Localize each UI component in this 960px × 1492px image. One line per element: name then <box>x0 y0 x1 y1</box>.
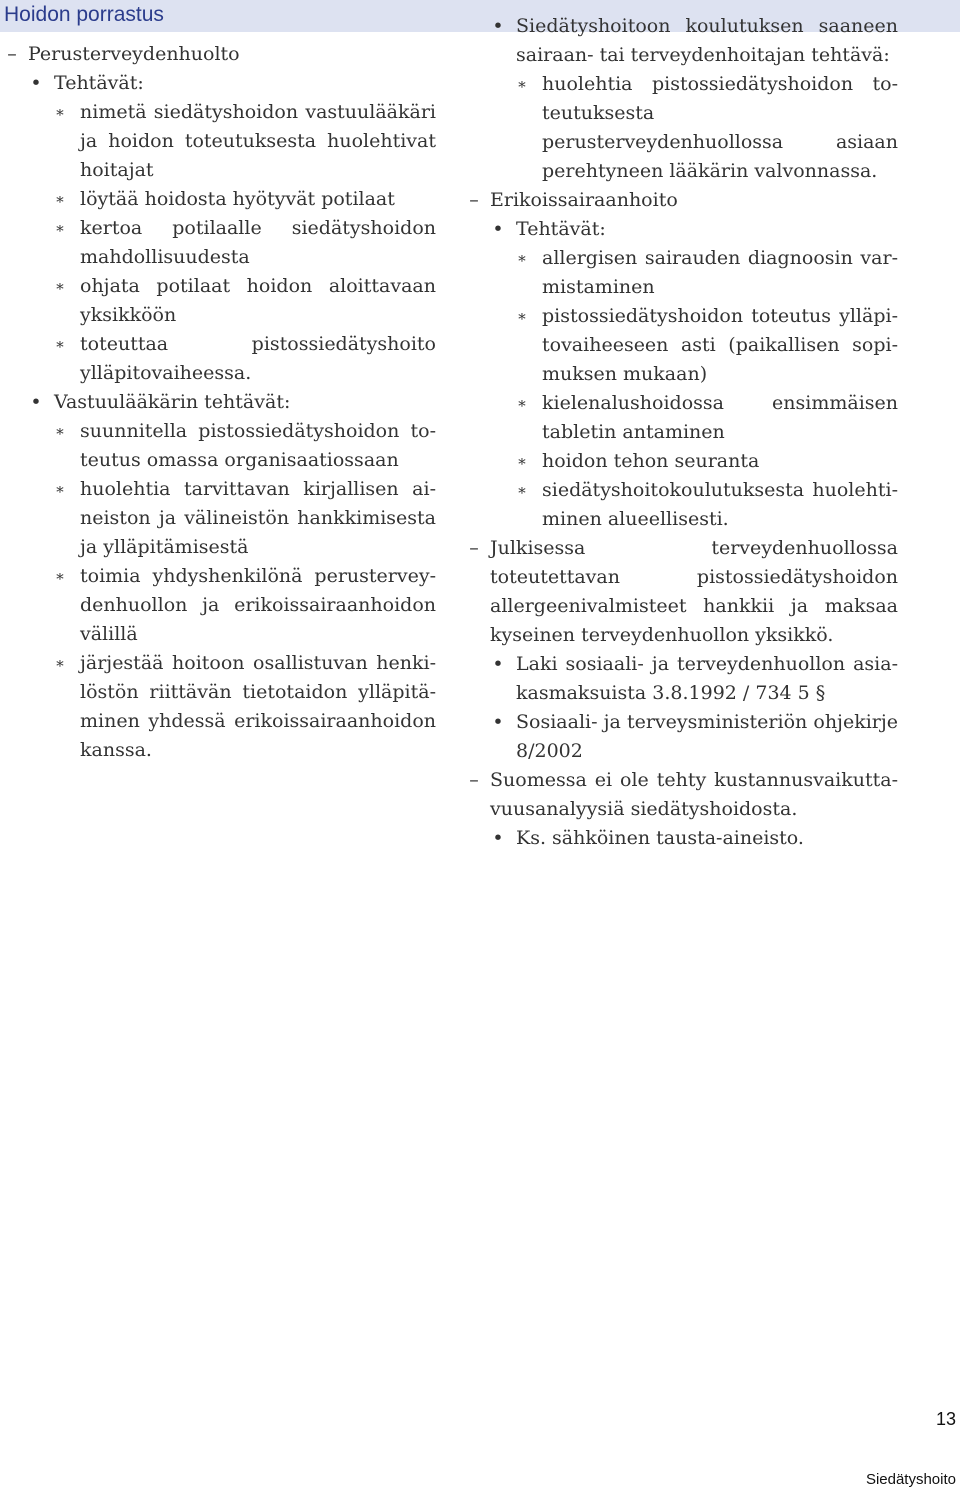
list-item-level-3 <box>0 98 436 185</box>
list-item-level-2 <box>462 650 898 708</box>
dot-bullet-icon: • <box>492 827 504 849</box>
list-item-level-2 <box>462 215 898 244</box>
list-item-level-2 <box>462 12 898 70</box>
list-item-text: Tehtävät: <box>54 72 144 94</box>
list-item-level-3 <box>0 214 436 272</box>
list-item-text: siedätyshoitokoulutuksesta huolehtiminen alueellisesti. <box>542 479 898 530</box>
list-item-level-1 <box>462 186 898 215</box>
list-item-text: huolehtia tarvittavan kirjallisen aineiston ja välineistön hankkimisesta ja ylläpitämisestä <box>80 478 436 558</box>
asterisk-bullet-icon: ∗ <box>54 654 66 672</box>
dot-bullet-icon: • <box>30 72 42 94</box>
list-item-text: Suomessa ei ole tehty kustannusvaikuttavuusanalyysiä siedätyshoidosta. <box>490 769 898 820</box>
asterisk-bullet-icon: ∗ <box>516 75 528 93</box>
list-item-text: kielenalushoidossa ensimmäisen tabletin antaminen <box>542 392 898 443</box>
list-item-level-1 <box>462 534 898 650</box>
asterisk-bullet-icon: ∗ <box>54 335 66 353</box>
list-item-level-2 <box>462 824 898 853</box>
list-item-level-1 <box>0 40 436 69</box>
list-item-text: Perusterveydenhuolto <box>28 43 240 65</box>
list-item-text: huolehtia pistossiedätyshoidon toteutuksesta perusterveydenhuollossa asiaan perehtyneen lääkärin valvonnassa. <box>542 73 898 182</box>
list-item-text: ohjata potilaat hoidon aloittavaan yksikköön <box>80 275 436 326</box>
list-item-level-3 <box>462 70 898 186</box>
dot-bullet-icon: • <box>30 391 42 413</box>
list-item-text: Vastuulääkärin tehtävät: <box>54 391 291 413</box>
asterisk-bullet-icon: ∗ <box>54 277 66 295</box>
list-item-text: toimia yhdyshenkilönä perusterveydenhuollon ja erikoissairaanhoidon välillä <box>80 565 436 645</box>
asterisk-bullet-icon: ∗ <box>54 103 66 121</box>
page-title: Hoidon porrastus <box>4 3 164 26</box>
list-item-text: nimetä siedätyshoidon vastuulääkäri ja hoidon toteutuksesta huolehtivat hoitajat <box>80 101 436 181</box>
list-item-text: toteuttaa pistossiedätyshoito ylläpitovaiheessa. <box>80 333 436 384</box>
list-item-text: Laki sosiaali- ja terveydenhuollon asiakasmaksuista 3.8.1992 / 734 5 § <box>516 653 898 704</box>
list-item-text: Sosiaali- ja terveysministeriön ohjekirje 8/2002 <box>516 711 898 762</box>
list-item-level-2 <box>462 708 898 766</box>
dash-bullet-icon: – <box>469 189 479 211</box>
dash-bullet-icon: – <box>7 43 17 65</box>
list-item-text: suunnitella pistossiedätyshoidon toteutus omassa organisaatiossaan <box>80 420 436 471</box>
dot-bullet-icon: • <box>492 218 504 240</box>
right-column <box>462 12 898 853</box>
list-item-text: pistossiedätyshoidon toteutus ylläpitovaiheeseen asti (paikallisen sopimuksen mukaan) <box>542 305 898 385</box>
list-item-level-3 <box>0 185 436 214</box>
list-item-text: Tehtävät: <box>516 218 606 240</box>
list-item-level-3 <box>0 330 436 388</box>
page-number: 13 <box>935 1409 956 1429</box>
asterisk-bullet-icon: ∗ <box>516 394 528 412</box>
asterisk-bullet-icon: ∗ <box>54 190 66 208</box>
list-item-text: allergisen sairauden diagnoosin varmistaminen <box>542 247 898 298</box>
list-item-text: Erikoissairaanhoito <box>490 189 678 211</box>
asterisk-bullet-icon: ∗ <box>516 307 528 325</box>
list-item-level-2 <box>0 388 436 417</box>
asterisk-bullet-icon: ∗ <box>54 422 66 440</box>
asterisk-bullet-icon: ∗ <box>516 452 528 470</box>
list-item-level-3 <box>462 389 898 447</box>
dot-bullet-icon: • <box>492 653 504 675</box>
list-item-level-3 <box>462 302 898 389</box>
dot-bullet-icon: • <box>492 711 504 733</box>
left-column <box>0 40 436 765</box>
list-item-level-3 <box>0 272 436 330</box>
footer-document-title: Siedätyshoito <box>865 1471 956 1488</box>
list-item-level-3 <box>462 244 898 302</box>
dot-bullet-icon: • <box>492 15 504 37</box>
list-item-text: Siedätyshoitoon koulutuksen saaneen sairaan- tai terveydenhoitajan tehtävä: <box>516 15 898 66</box>
list-item-level-3 <box>0 475 436 562</box>
dash-bullet-icon: – <box>469 769 479 791</box>
asterisk-bullet-icon: ∗ <box>54 219 66 237</box>
list-item-text: Julkisessa terveydenhuollossa toteutettavan pistossiedätyshoidon allergeenivalmisteet hankkii ja maksaa kyseinen terveydenhuollon yksikkö. <box>490 537 898 646</box>
list-item-level-3 <box>462 476 898 534</box>
asterisk-bullet-icon: ∗ <box>54 480 66 498</box>
list-item-level-3 <box>0 649 436 765</box>
list-item-level-3 <box>0 417 436 475</box>
list-item-level-2 <box>0 69 436 98</box>
list-item-text: kertoa potilaalle siedätyshoidon mahdollisuudesta <box>80 217 436 268</box>
list-item-level-3 <box>462 447 898 476</box>
dash-bullet-icon: – <box>469 537 479 559</box>
list-item-text: löytää hoidosta hyötyvät potilaat <box>80 188 395 210</box>
list-item-level-1 <box>462 766 898 824</box>
asterisk-bullet-icon: ∗ <box>516 249 528 267</box>
asterisk-bullet-icon: ∗ <box>54 567 66 585</box>
list-item-text: järjestää hoitoon osallistuvan henkilöstön riittävän tietotaidon ylläpitäminen yhdessä erikoissairaanhoidon kanssa. <box>80 652 436 761</box>
list-item-text: Ks. sähköinen tausta-aineisto. <box>516 827 804 849</box>
list-item-text: hoidon tehon seuranta <box>542 450 760 472</box>
list-item-level-3 <box>0 562 436 649</box>
asterisk-bullet-icon: ∗ <box>516 481 528 499</box>
